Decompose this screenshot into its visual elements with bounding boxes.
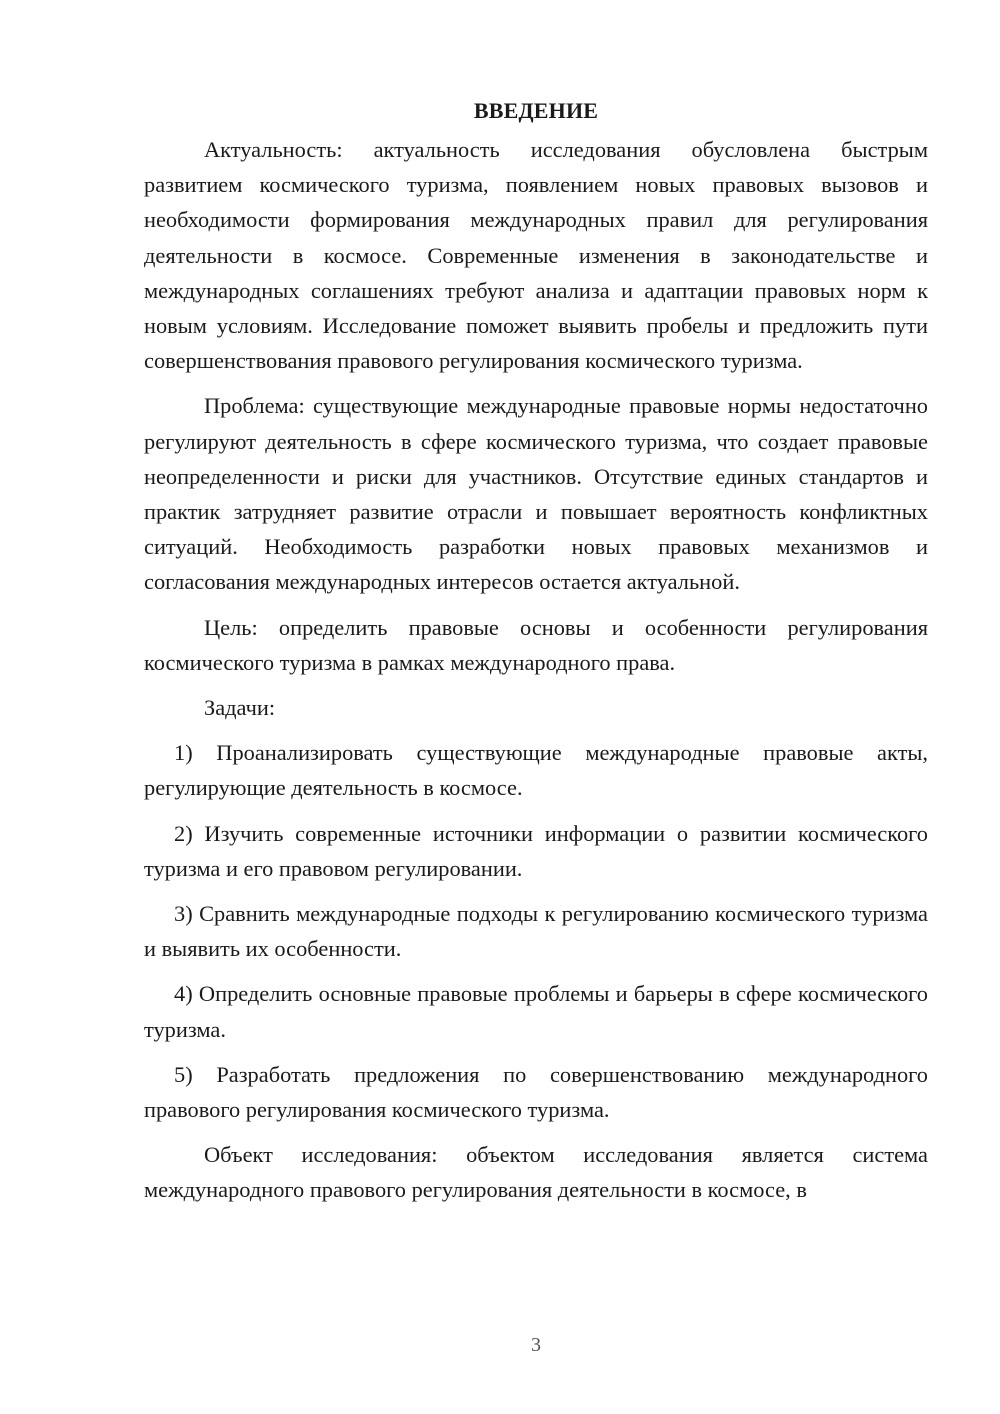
task-item: 3) Сравнить международные подходы к регулированию космического туризма и выявить их особенности. [144, 901, 928, 962]
section-title: ВВЕДЕНИЕ [473, 98, 599, 123]
relevance-paragraph: Актуальность: актуальность исследования обусловлена быстрым развитием космического туризма, появлением новых правовых вызовов и необходимости формирования международных правил для регулирования деятельности в космосе. Современные изменения в законодательстве и международных соглашениях требуют анализа и адаптации правовых норм к новым условиям. Исследование поможет выявить пробелы и предложить пути совершенствования правового регулирования космического туризма. [144, 137, 928, 374]
tasks-heading: Задачи: [204, 695, 276, 721]
page-number: 3 [531, 1334, 541, 1356]
task-item: 2) Изучить современные источники информации о развитии космического туризма и его правовом регулировании. [144, 820, 928, 881]
goal-paragraph: Цель: определить правовые основы и особенности регулирования космического туризма в рамках международного права. [144, 614, 928, 675]
task-item: 1) Проанализировать существующие международные правовые акты, регулирующие деятельность в космосе. [144, 740, 928, 801]
problem-paragraph: Проблема: существующие международные правовые нормы недостаточно регулируют деятельность в сфере космического туризма, что создает правовые неопределенности и риски для участников. Отсутствие единых стандартов и практик затрудняет развитие отрасли и повышает вероятность конфликтных ситуаций. Необходимость разработки новых правовых механизмов и согласования международных интересов остается актуальной. [144, 393, 928, 595]
object-paragraph: Объект исследования: объектом исследования является система международного правового регулирования деятельности в космосе, в [144, 1142, 928, 1203]
task-item: 4) Определить основные правовые проблемы и барьеры в сфере космического туризма. [144, 981, 928, 1042]
document-page [144, 96, 928, 1208]
task-item: 5) Разработать предложения по совершенствованию международного правового регулирования космического туризма. [144, 1061, 928, 1123]
